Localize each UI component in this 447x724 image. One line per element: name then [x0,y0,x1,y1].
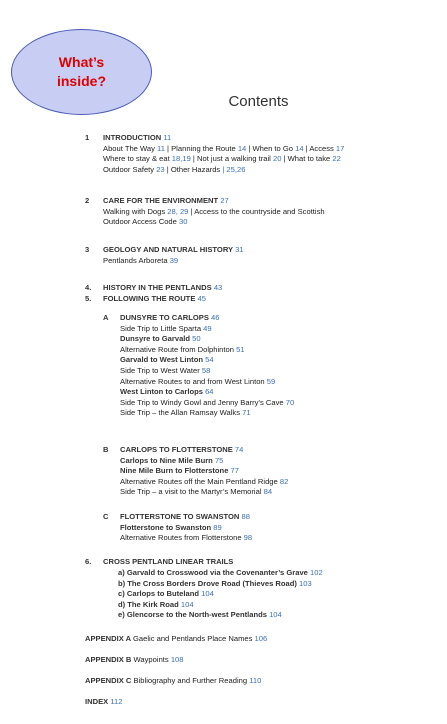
toc-line [120,366,210,377]
section-number: 2 [85,196,90,205]
page-number: 17 [335,143,345,153]
page-number: 18,19 [171,154,191,164]
toc-line [120,456,223,467]
page-number: 23 [156,164,165,174]
section-title: FLOTTERSTONE TO SWANSTON [120,512,242,521]
entry-text: Pentlands Arboreta [103,255,170,265]
section-title: CROSS PENTLAND LINEAR TRAILS [103,557,234,566]
section-title: FOLLOWING THE ROUTE [103,294,198,303]
entry-text: West Linton to Carlops [120,387,206,397]
page-number: 31 [235,245,244,254]
section-heading [103,557,233,568]
section-heading [103,294,206,305]
toc-line [120,334,201,345]
entry-text: | Other Hazards [164,164,223,174]
section-number: C [103,512,109,521]
page-number: 84 [263,487,273,497]
entry-text: Waypoints [133,655,171,664]
entry-text: Flotterstone to Swanston [120,522,214,532]
page-number: 89 [213,522,222,532]
entry-text: Walking with Dogs [103,206,168,216]
section-heading [120,313,219,324]
toc-line [103,207,325,218]
entry-text: Carlops to Nine Mile Burn [120,455,215,465]
toc-line [118,568,323,579]
section-title: DUNSYRE TO CARLOPS [120,313,211,322]
page-number: | 25,26 [222,164,246,174]
section-title: CARE FOR THE ENVIRONMENT [103,196,221,205]
appendix-entry [85,634,267,645]
page-number: 28, 29 [167,206,189,216]
section-title: INTRODUCTION [103,133,164,142]
page-number: 64 [205,387,214,397]
entry-text: Side Trip – the Allan Ramsay Walks [120,408,243,418]
toc-line [120,533,252,544]
entry-text: Bibliography and Further Reading [133,676,250,685]
page-number: 39 [169,255,179,265]
section-number: 1 [85,133,90,142]
page-number: 102 [310,568,323,577]
section-number: 5. [85,294,92,303]
page-number: 27 [220,196,229,205]
toc-line [120,487,272,498]
entry-text: Where to stay & eat [103,154,172,164]
toc-line [118,579,312,590]
page-number: 104 [269,610,282,620]
entry-text: | Access to the countryside and Scottish [188,206,325,216]
toc-line [120,466,239,477]
toc-line [120,523,222,534]
page-number: 74 [234,445,244,454]
page-number: 49 [203,323,212,333]
toc-line [120,355,214,366]
page-number: 82 [279,476,289,486]
entry-text: c) Carlops to Buteland [118,589,202,599]
toc-line [103,144,344,155]
appendix-label: APPENDIX B [85,655,134,664]
page-number: 104 [201,589,214,599]
page-number: 77 [230,466,239,476]
toc-line [103,217,187,228]
callout-text: What’s inside? [56,54,106,89]
section-number: 3 [85,245,90,254]
entry-text: Alternative Routes to and from West Linton [120,376,267,386]
entry-text: Dunsyre to Garvald [120,334,193,344]
toc-line [120,345,245,356]
page-number: 108 [170,655,184,664]
page-number: 112 [110,697,123,706]
entry-text: Alternative Route from Dolphinton [120,344,237,354]
toc-line [118,589,214,600]
entry-text: e) Glencorse to the North-west Pentlands [118,610,270,620]
page-number: 11 [157,143,165,153]
entry-text: Nine Mile Burn to Flotterstone [120,466,231,476]
entry-text: Side Trip to West Water [120,366,202,375]
appendix-entry [85,676,261,687]
page-number: 98 [243,533,253,543]
page-number: 103 [299,578,312,588]
section-title: CARLOPS TO FLOTTERSTONE [120,445,235,454]
section-heading [120,445,243,456]
page-number: 88 [241,512,250,521]
section-title: GEOLOGY AND NATURAL HISTORY [103,245,236,254]
index-label: INDEX [85,697,111,706]
entry-text: | What to take [281,154,333,164]
entry-text: | Access [303,143,336,153]
toc-line [120,324,212,335]
toc-line [103,154,341,165]
section-number: 6. [85,557,92,566]
section-heading [103,133,171,144]
page-number: 59 [266,376,276,386]
entry-text: a) Garvald to Crosswood via the Covenanter’s Grave [118,568,311,577]
entry-text: | Planning the Route [164,143,238,153]
page-number: 14 [295,143,304,153]
appendix-entry [85,655,183,666]
entry-text: Side Trip to Little Sparta [120,323,204,333]
section-number: A [103,313,109,322]
toc-line [118,610,282,621]
page-number: 45 [197,294,206,303]
page-number: 22 [332,154,341,164]
page-number: 106 [254,634,268,643]
page-number: 54 [205,355,214,365]
entry-text: About The Way [103,143,158,153]
section-heading [103,283,222,294]
page-number: 110 [249,676,262,685]
entry-text: Side Trip – a visit to the Martyr’s Memorial [120,487,264,497]
section-number: 4. [85,283,92,292]
page-number: 46 [211,313,220,322]
entry-text: Garvald to West Linton [120,355,206,365]
entry-text: Outdoor Safety [103,164,157,174]
page-number: 75 [214,455,224,465]
page-number: 30 [178,217,188,227]
section-heading [120,512,250,523]
page-number: 70 [285,397,295,407]
toc-line [118,600,194,611]
appendix-label: APPENDIX C [85,676,134,685]
page-number: 71 [242,408,251,418]
entry-text: Outdoor Access Code [103,217,179,227]
section-heading [103,245,244,256]
entry-text: Side Trip to Windy Gowl and Jenny Barry’s Cave [120,397,286,407]
index-entry [85,697,122,708]
entry-text: Alternative Routes from Flotterstone [120,533,244,543]
page-number: 43 [213,283,223,292]
entry-text: | When to Go [246,143,296,153]
page-number: 51 [236,344,245,354]
page-number: 11 [163,133,172,142]
page-title: Contents [228,93,289,110]
page-number: 20 [272,154,282,164]
page-number: 104 [180,599,194,609]
page-number: 50 [192,334,201,344]
entry-text: b) The Cross Borders Drove Road (Thieves Road) [118,578,300,588]
section-number: B [103,445,109,454]
entry-text: d) The Kirk Road [118,599,181,609]
toc-line [120,377,275,388]
page-number: 58 [201,366,211,375]
toc-line [120,398,294,409]
toc-line [103,256,178,267]
toc-line [120,387,214,398]
section-title: HISTORY IN THE PENTLANDS [103,283,214,292]
toc-line [120,408,251,419]
entry-text: | Not just a walking trail [190,154,273,164]
page-number: 14 [237,143,247,153]
entry-text: Alternative Routes off the Main Pentland Ridge [120,476,280,486]
entry-text: Gaelic and Pentlands Place Names [132,634,255,643]
appendix-label: APPENDIX A [85,634,133,643]
section-heading [103,196,229,207]
toc-line [120,477,288,488]
toc-line [103,165,245,176]
